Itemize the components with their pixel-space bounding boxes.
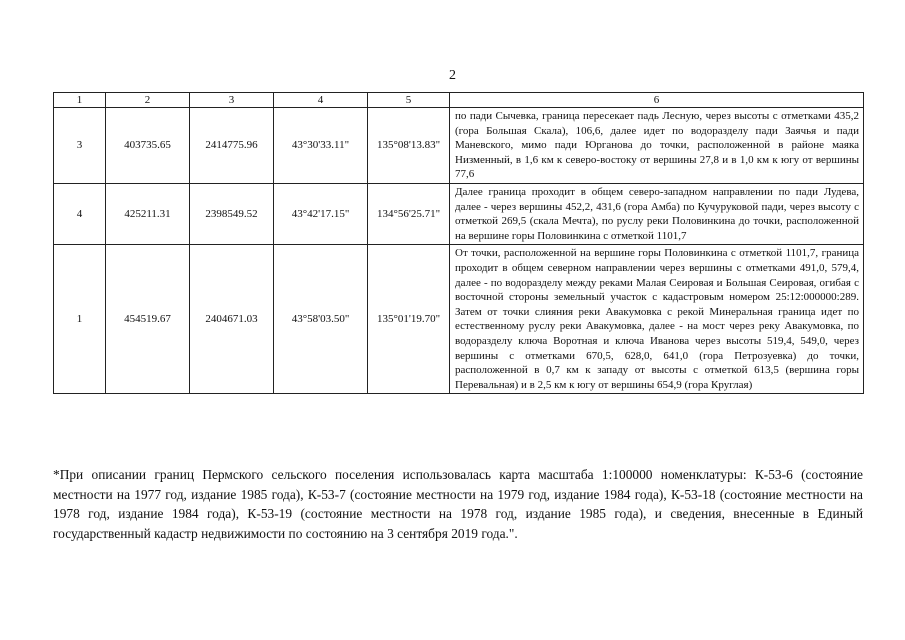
footnote: *При описании границ Пермского сельского поселения использовалась карта масштаба 1:100000 номенклатуры: К-53-6 (состояние местности на 1977 год, издание 1985 года), К-53-7 (состояние местности на 1979 год, издание 1984 года), К-53-18 (состояние местности на 1978 год, издание 1984 года), К-53-19 (состояние местности на 1978 год, издание 1985 года), и сведения, внесенные в Единый государственный кадастр недвижимости по состоянию на 3 сентября 2019 года.". [53, 467, 863, 541]
column-header-y: 3 [190, 93, 274, 108]
cell-longitude: 135°01'19.70" [368, 245, 450, 394]
column-header-latitude: 4 [274, 93, 368, 108]
cell-point-number: 1 [54, 245, 106, 394]
boundary-coordinates-table [53, 92, 864, 394]
cell-point-number: 4 [54, 183, 106, 244]
column-header-longitude: 5 [368, 93, 450, 108]
cell-boundary-description: От точки, расположенной на вершине горы Половинкина с отметкой 1101,7, граница проходит в общем северном направлении через вершины с отметками 491,0, 579,4, далее - по водоразделу между реками Малая Сеировая и Большая Сеировая, огибая с восточной стороны земельный участок с кадастровым номером 25:12:000000:289. Затем от точки слияния реки Авакумовка с рекой Минеральная граница идет по естественному руслу реки Авакумовка, далее - на мост через реку Авакумовка, по водоразделу ключа Воротная и ключа Иванова через высоты 519,4, 549,0, через вершины с отметками 670,5, 628,0, 641,0 (гора Петрозуевка) до точки, расположенной в 0,7 км к западу от высоты с отметкой 613,5 (вершина горы Перевальная) и в 2,5 км к югу от вершины 654,9 (гора Круглая) [450, 245, 864, 394]
cell-boundary-description: Далее граница проходит в общем северо-западном направлении по пади Лудева, далее - через вершины 452,2, 431,6 (гора Амба) по Кучуруковой пади, через высоту с отметкой 269,5 (скала Мечта), по руслу реки Половинкина до точки, расположенной на вершине горы Половинкина с отметкой 1101,7 [450, 183, 864, 244]
cell-x-coordinate: 403735.65 [106, 108, 190, 184]
cell-latitude: 43°30'33.11" [274, 108, 368, 184]
cell-y-coordinate: 2398549.52 [190, 183, 274, 244]
cell-boundary-description: по пади Сычевка, граница пересекает падь Лесную, через высоты с отметками 435,2 (гора Большая Скала), 106,6, далее идет по водоразделу пади Заячья и пади Маневского, мимо пади Юрганова до точки, расположенной в районе маяка Низменный, в 1,6 км к северо-востоку от вершины 27,8 и в 1,0 км к югу от вершины 77,6 [450, 108, 864, 184]
cell-latitude: 43°58'03.50" [274, 245, 368, 394]
cell-point-number: 3 [54, 108, 106, 184]
table-row [54, 108, 864, 184]
cell-x-coordinate: 425211.31 [106, 183, 190, 244]
column-header-point: 1 [54, 93, 106, 108]
cell-longitude: 134°56'25.71" [368, 183, 450, 244]
table-header-row [54, 93, 864, 108]
cell-latitude: 43°42'17.15" [274, 183, 368, 244]
column-header-description: 6 [450, 93, 864, 108]
cell-longitude: 135°08'13.83" [368, 108, 450, 184]
cell-x-coordinate: 454519.67 [106, 245, 190, 394]
cell-y-coordinate: 2404671.03 [190, 245, 274, 394]
page-number: 2 [449, 68, 456, 83]
column-header-x: 2 [106, 93, 190, 108]
cell-y-coordinate: 2414775.96 [190, 108, 274, 184]
table-row [54, 245, 864, 394]
table-row [54, 183, 864, 244]
